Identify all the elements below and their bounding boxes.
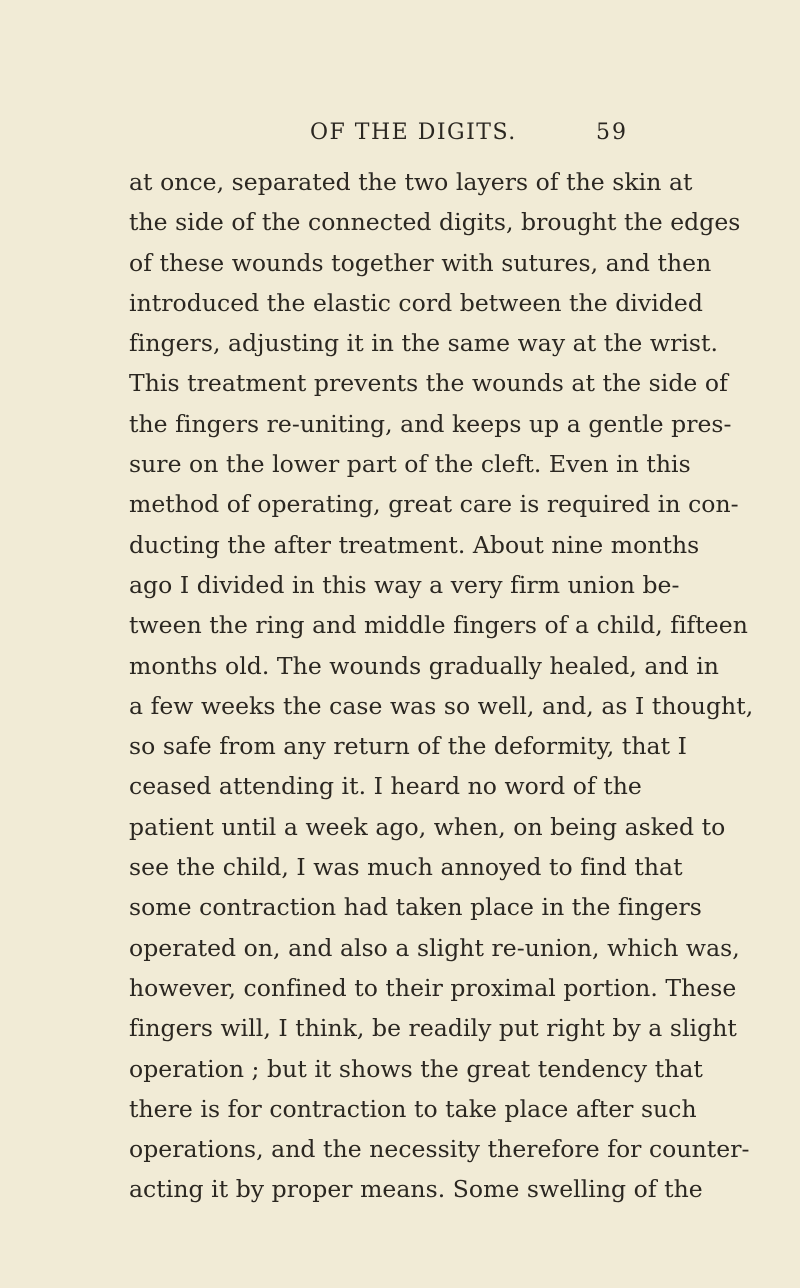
- text-line: sure on the lower part of the cleft. Even in this: [129, 450, 691, 479]
- text-line: the side of the connected digits, brought the edges: [129, 208, 741, 237]
- page-number: 59: [596, 120, 628, 145]
- running-head: [0, 118, 800, 148]
- text-line: fingers will, I think, be readily put right by a slight: [129, 1014, 737, 1043]
- text-line: there is for contraction to take place after such: [129, 1094, 697, 1123]
- text-line: acting it by proper means. Some swelling of the: [129, 1175, 703, 1204]
- text-line: some contraction had taken place in the fingers: [129, 893, 702, 922]
- text-line: introduced the elastic cord between the divided: [129, 288, 703, 317]
- text-line: of these wounds together with sutures, and then: [129, 248, 712, 277]
- text-line: tween the ring and middle fingers of a child, fifteen: [129, 611, 748, 640]
- text-line: operations, and the necessity therefore for counter-: [129, 1135, 750, 1164]
- text-line: method of operating, great care is required in con-: [129, 490, 739, 519]
- text-line: at once, separated the two layers of the skin at: [129, 168, 693, 196]
- text-line: see the child, I was much annoyed to find that: [129, 853, 683, 882]
- text-line: so safe from any return of the deformity, that I: [129, 732, 687, 761]
- text-line: ducting the after treatment. About nine months: [129, 530, 700, 559]
- text-line: however, confined to their proximal portion. These: [129, 973, 737, 1002]
- text-line: ago I divided in this way a very firm union be-: [129, 570, 680, 599]
- text-line: a few weeks the case was so well, and, as I thought,: [129, 691, 754, 720]
- text-line: fingers, adjusting it in the same way at the wrist.: [129, 329, 719, 358]
- text-line: operation ; but it shows the great tendency that: [129, 1054, 703, 1083]
- chapter-title: OF THE DIGITS.: [310, 120, 517, 145]
- body-text: [129, 162, 754, 1210]
- text-line: operated on, and also a slight re-union, which was,: [129, 933, 740, 962]
- text-line: ceased attending it. I heard no word of the: [129, 772, 642, 801]
- text-line: This treatment prevents the wounds at the side of: [129, 369, 728, 398]
- text-line: months old. The wounds gradually healed, and in: [129, 651, 719, 680]
- text-line: patient until a week ago, when, on being asked to: [129, 812, 726, 841]
- text-line: the fingers re-uniting, and keeps up a gentle pres-: [129, 409, 732, 438]
